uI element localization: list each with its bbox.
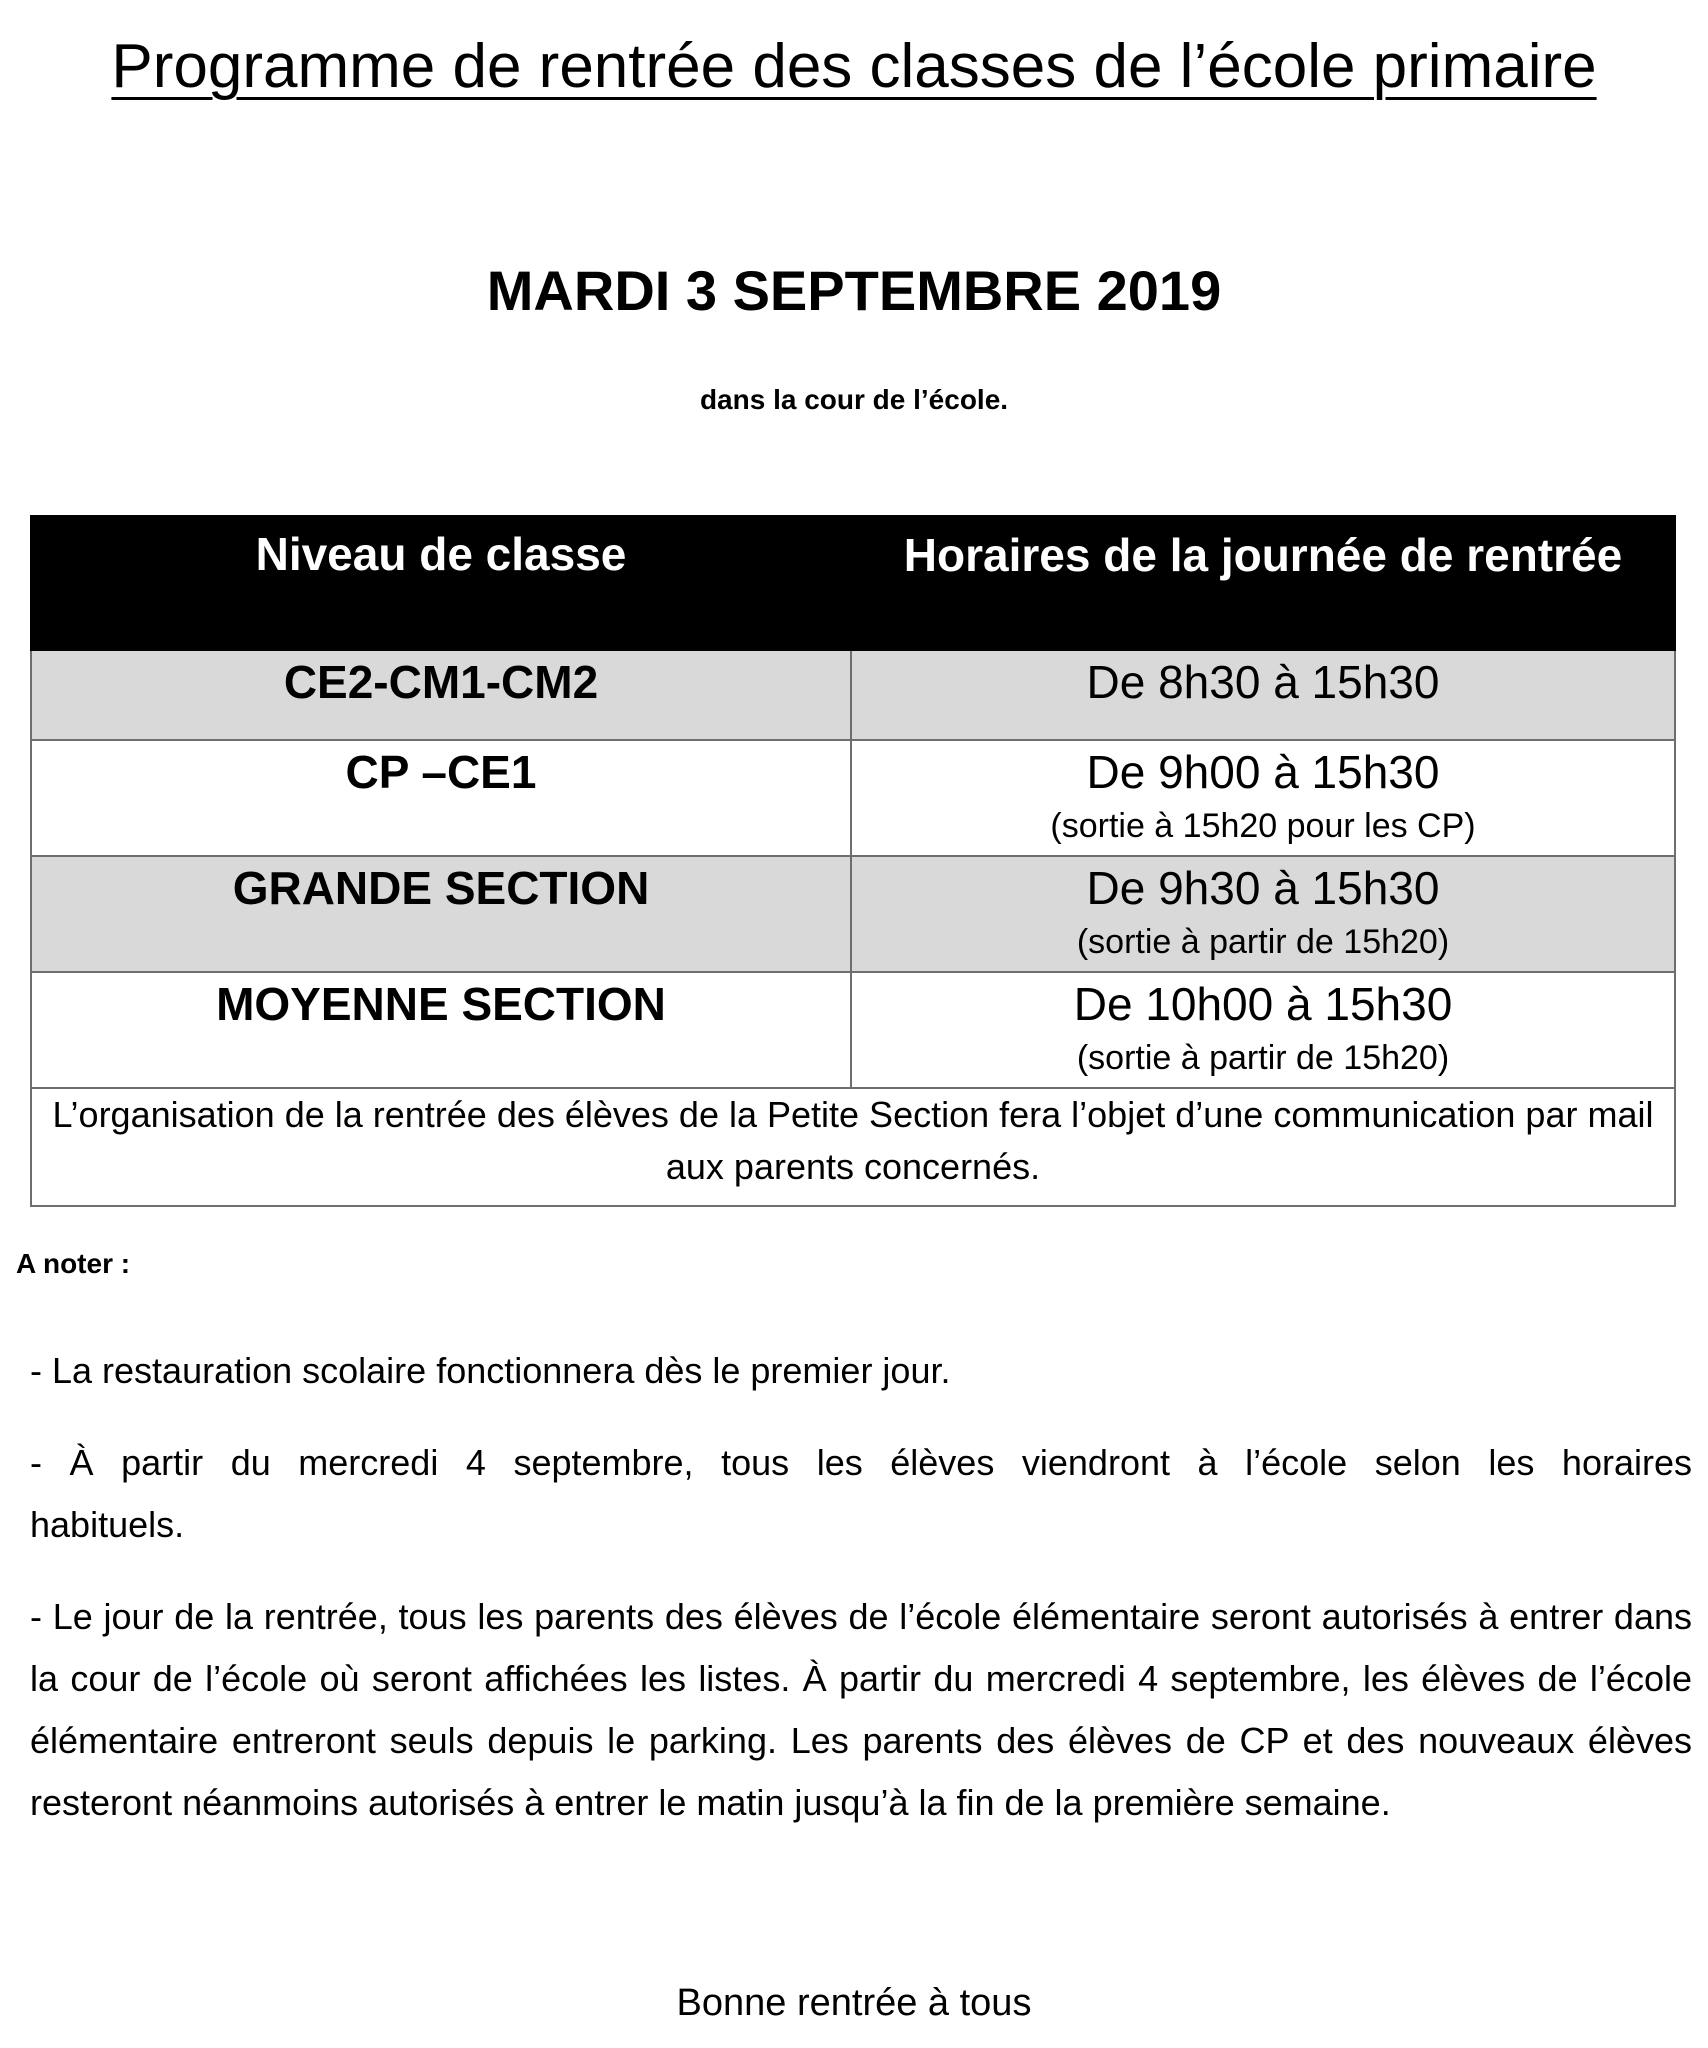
- header-hours: [851, 516, 1675, 650]
- row-hours-note: (sortie à 15h20 pour les CP): [1050, 807, 1476, 845]
- row-hours: [851, 972, 1675, 1088]
- row-hours-text: De 8h30 à 15h30: [1086, 656, 1440, 708]
- table-footnote: L’organisation de la rentrée des élèves de la Petite Section fera l’objet d’une communication par mail aux parents concernés.: [31, 1088, 1675, 1206]
- row-level: GRANDE SECTION: [31, 856, 851, 972]
- note-item: - La restauration scolaire fonctionnera dès le premier jour.: [30, 1350, 951, 1391]
- note-item: - À partir du mercredi 4 septembre, tous les élèves viendront à l’école selon les horaires habituels.: [30, 1442, 1692, 1545]
- row-hours: [851, 740, 1675, 856]
- header-level: [31, 516, 851, 650]
- event-location: dans la cour de l’école.: [699, 384, 1009, 415]
- header-level-label: Niveau de classe: [255, 528, 627, 580]
- header-hours-label: Horaires de la journée de rentrée: [903, 529, 1623, 581]
- table-header-row: [31, 516, 1675, 650]
- row-level: CP –CE1: [31, 740, 851, 856]
- row-hours-note: (sortie à partir de 15h20): [1076, 923, 1450, 961]
- note-item: - Le jour de la rentrée, tous les parents des élèves de l’école élémentaire seront autorisés à entrer dans la cour de l’école où seront affichées les listes. À partir du mercredi 4 septembre, les élèves de l’école élémentaire entreront seuls depuis le parking. Les parents des élèves de CP et des nouveaux élèves resteront néanmoins autorisés à entrer le matin jusqu’à la fin de la première semaine.: [30, 1596, 1692, 1823]
- closing-line: Bonne rentrée à tous: [676, 1982, 1032, 2024]
- row-level: MOYENNE SECTION: [31, 972, 851, 1088]
- row-hours: [851, 650, 1675, 740]
- table-footnote-row: [31, 1088, 1675, 1206]
- table-row: [31, 650, 1675, 740]
- notes-heading: A noter :: [16, 1248, 131, 1279]
- table-row: [31, 972, 1675, 1088]
- table-row: [31, 856, 1675, 972]
- schedule-table: [30, 515, 1676, 1207]
- row-hours-note: (sortie à partir de 15h20): [1076, 1039, 1450, 1077]
- event-date: MARDI 3 SEPTEMBRE 2019: [486, 259, 1222, 322]
- row-level: CE2-CM1-CM2: [31, 650, 851, 740]
- row-hours-text: De 10h00 à 15h30: [1073, 978, 1453, 1030]
- row-hours-text: De 9h30 à 15h30: [1086, 862, 1440, 914]
- table-row: [31, 740, 1675, 856]
- row-hours-text: De 9h00 à 15h30: [1086, 746, 1440, 798]
- row-hours: [851, 856, 1675, 972]
- document-title: Programme de rentrée des classes de l’école primaire: [111, 32, 1597, 101]
- notes-list: [30, 1340, 1692, 1864]
